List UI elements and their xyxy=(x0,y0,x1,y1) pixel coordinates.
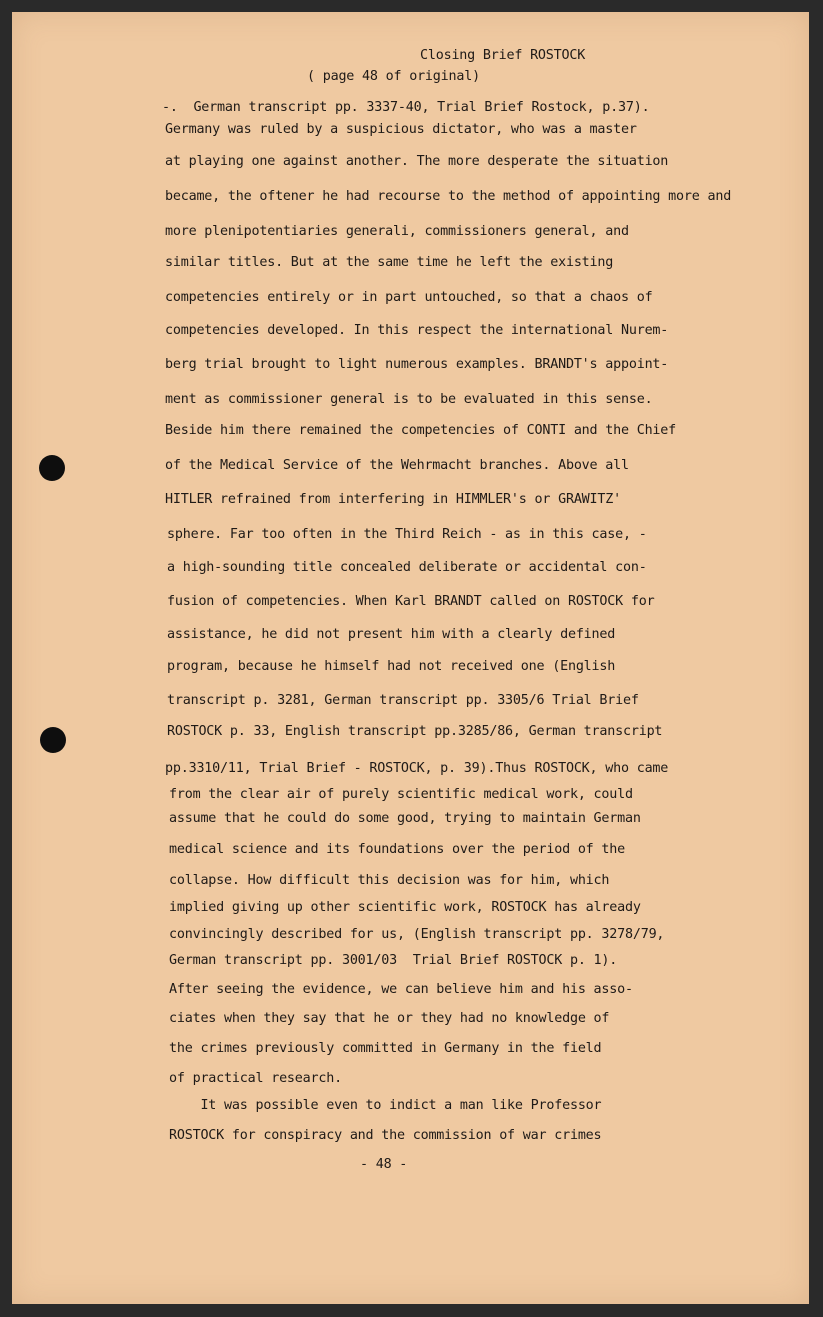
text-line: German transcript pp. 3001/03 Trial Brief ROSTOCK p. 1). xyxy=(169,953,618,968)
text-line: competencies developed. In this respect the international Nurem- xyxy=(165,323,669,338)
text-line: assume that he could do some good, trying to maintain German xyxy=(169,811,641,826)
text-line: of the Medical Service of the Wehrmacht branches. Above all xyxy=(165,458,629,473)
text-line: fusion of competencies. When Karl BRANDT called on ROSTOCK for xyxy=(167,594,655,609)
text-line: ment as commissioner general is to be evaluated in this sense. xyxy=(165,392,653,407)
text-line: from the clear air of purely scientific medical work, could xyxy=(169,787,633,802)
text-line: a high-sounding title concealed deliberate or accidental con- xyxy=(167,560,647,575)
text-line: implied giving up other scientific work, ROSTOCK has already xyxy=(169,900,641,915)
text-line: program, because he himself had not received one (English xyxy=(167,659,616,674)
text-line: ciates when they say that he or they had no knowledge of xyxy=(169,1011,610,1026)
text-line: collapse. How difficult this decision was for him, which xyxy=(169,873,610,888)
text-line: HITLER refrained from interfering in HIMMLER's or GRAWITZ' xyxy=(165,492,621,507)
text-line: the crimes previously committed in Germany in the field xyxy=(169,1041,602,1056)
text-line: assistance, he did not present him with a clearly defined xyxy=(167,627,616,642)
page-number: - 48 - xyxy=(360,1157,408,1172)
text-line: transcript p. 3281, German transcript pp. 3305/6 Trial Brief xyxy=(167,693,639,708)
text-line: of practical research. xyxy=(169,1071,342,1086)
document-title: Closing Brief ROSTOCK xyxy=(420,48,586,63)
document-subtitle: ( page 48 of original) xyxy=(307,69,480,84)
text-line: competencies entirely or in part untouched, so that a chaos of xyxy=(165,290,653,305)
text-line: Germany was ruled by a suspicious dictator, who was a master xyxy=(165,122,637,137)
document-page xyxy=(12,12,809,1304)
text-line: became, the oftener he had recourse to the method of appointing more and xyxy=(165,189,732,204)
text-line: medical science and its foundations over the period of the xyxy=(169,842,625,857)
punch-hole-bottom xyxy=(40,727,66,753)
text-line: ROSTOCK for conspiracy and the commission of war crimes xyxy=(169,1128,602,1143)
text-line: pp.3310/11, Trial Brief - ROSTOCK, p. 39).Thus ROSTOCK, who came xyxy=(165,761,669,776)
text-line: convincingly described for us, (English transcript pp. 3278/79, xyxy=(169,927,665,942)
text-line: It was possible even to indict a man like Professor xyxy=(169,1098,602,1113)
text-line: After seeing the evidence, we can believe him and his asso- xyxy=(169,982,633,997)
text-line: more plenipotentiaries generali, commissioners general, and xyxy=(165,224,629,239)
text-line: -. German transcript pp. 3337-40, Trial Brief Rostock, p.37). xyxy=(162,100,650,115)
text-line: berg trial brought to light numerous examples. BRANDT's appoint- xyxy=(165,357,669,372)
text-line: similar titles. But at the same time he left the existing xyxy=(165,255,614,270)
text-line: Beside him there remained the competencies of CONTI and the Chief xyxy=(165,423,677,438)
text-line: sphere. Far too often in the Third Reich - as in this case, - xyxy=(167,527,647,542)
text-line: at playing one against another. The more desperate the situation xyxy=(165,154,669,169)
punch-hole-top xyxy=(39,455,65,481)
text-line: ROSTOCK p. 33, English transcript pp.3285/86, German transcript xyxy=(167,724,663,739)
